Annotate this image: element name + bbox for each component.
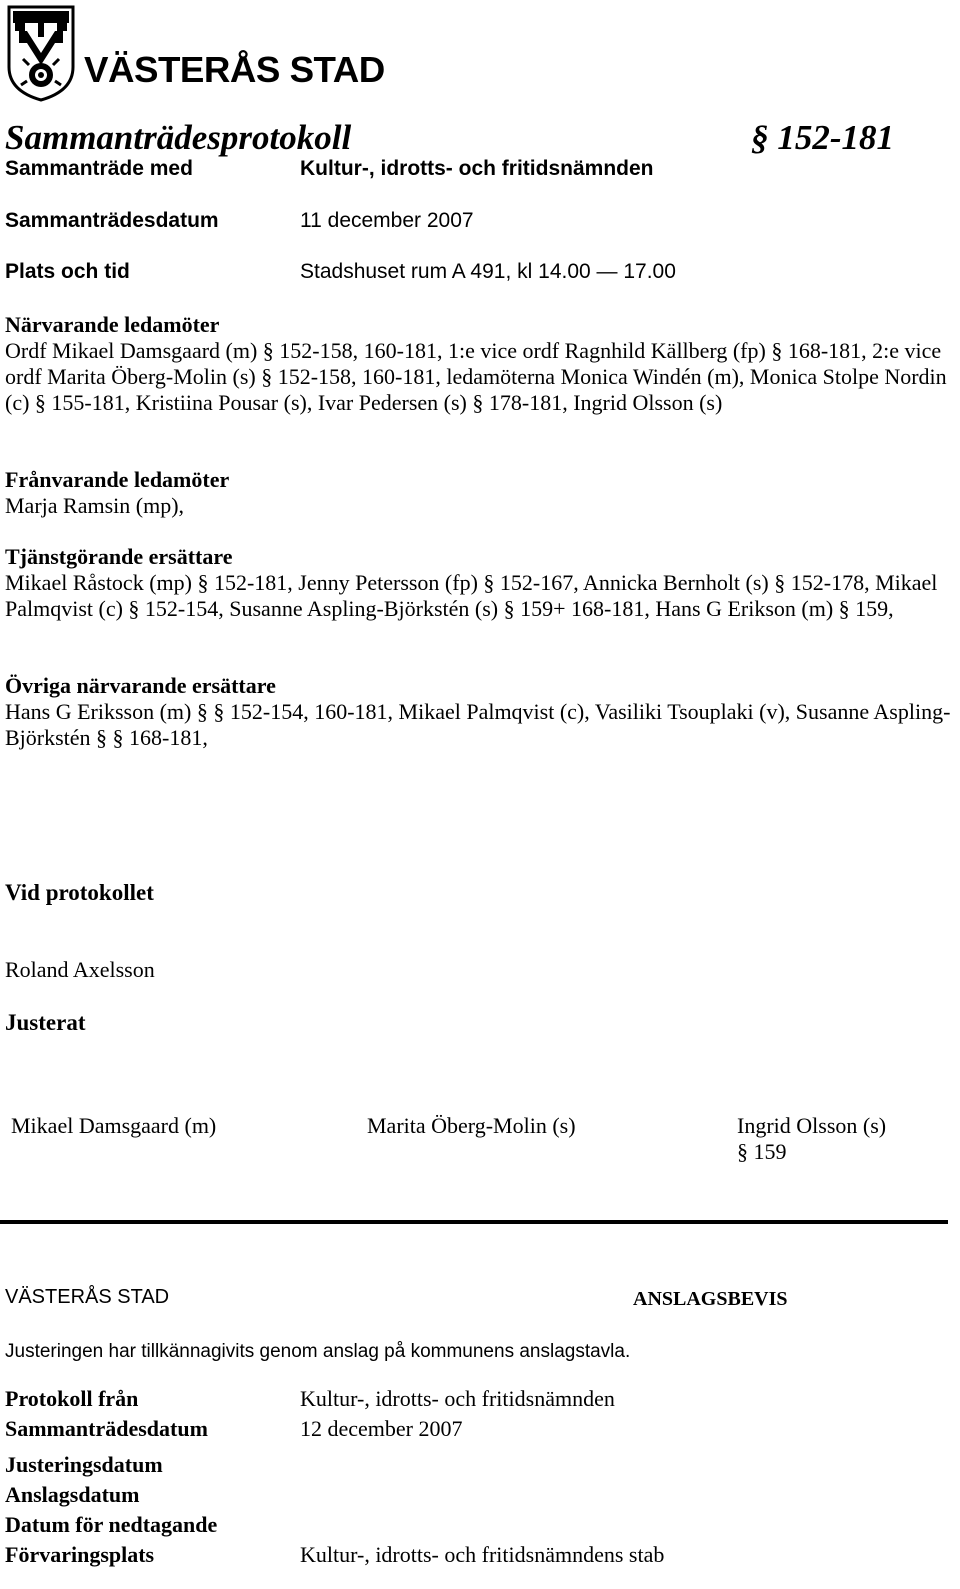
signer-name: Mikael Damsgaard (m): [11, 1113, 217, 1138]
secretary-name: Roland Axelsson: [5, 957, 155, 982]
section-present-members: [5, 312, 955, 416]
notice-label: Sammanträdesdatum: [5, 1416, 208, 1441]
paragraph-range: § 152-181: [751, 118, 894, 157]
meta-label: Plats och tid: [5, 260, 130, 283]
divider: [0, 1220, 948, 1224]
section-text: Marja Ramsin (mp),: [5, 493, 185, 518]
signer-name: Ingrid Olsson (s): [737, 1113, 887, 1138]
section-other-substitutes: [5, 673, 955, 751]
notice-label: Datum för nedtagande: [5, 1512, 218, 1537]
meta-value: Kultur-, idrotts- och fritidsnämnden: [300, 157, 654, 180]
page-title: Sammanträdesprotokoll: [5, 118, 352, 157]
section-text: Ordf Mikael Damsgaard (m) § 152-158, 160-181, 1:e vice ordf Ragnhild Källberg (fp) § 168-181, 2:e vice ordf Marita Öberg-Molin (s) § 152-158, 160-181, ledamöterna Monica Windén (m), Monica Stolpe Nordin (c) § 155-181, Kristiina Pousar (s), Ivar Pedersen (s) § 178-181, Ingrid Olsson (s): [5, 338, 947, 415]
notice-label: Förvaringsplats: [5, 1542, 155, 1567]
section-heading: Frånvarande ledamöter: [5, 467, 230, 492]
section-text: Hans G Eriksson (m) § § 152-154, 160-181, Mikael Palmqvist (c), Vasiliki Tsouplaki (v), Susanne Aspling-Björkstén § § 168-181,: [5, 699, 951, 750]
notice-value: Kultur-, idrotts- och fritidsnämnden: [300, 1386, 615, 1411]
section-heading: Närvarande ledamöter: [5, 312, 220, 337]
meta-value: Stadshuset rum A 491, kl 14.00 — 17.00: [300, 260, 676, 283]
notice-value: Kultur-, idrotts- och fritidsnämndens stab: [300, 1542, 665, 1567]
signer-name: Marita Öberg-Molin (s): [367, 1113, 576, 1138]
protocol-heading: Vid protokollet: [5, 880, 154, 905]
section-heading: Tjänstgörande ersättare: [5, 544, 233, 569]
meta-label: Sammanträde med: [5, 157, 193, 180]
notice-label: Anslagsdatum: [5, 1482, 140, 1507]
notice-statement: Justeringen har tillkännagivits genom anslag på kommunens anslagstavla.: [5, 1341, 631, 1362]
signer-note: § 159: [737, 1139, 787, 1164]
meta-label: Sammanträdesdatum: [5, 209, 219, 232]
notice-label: Justeringsdatum: [5, 1452, 163, 1477]
adjusted-heading: Justerat: [5, 1010, 86, 1035]
section-heading: Övriga närvarande ersättare: [5, 673, 276, 698]
notice-label: Protokoll från: [5, 1386, 139, 1411]
logo-wordmark: VÄSTERÅS STAD: [84, 49, 385, 90]
coat-of-arms-icon: [5, 3, 77, 103]
notice-value: 12 december 2007: [300, 1416, 463, 1441]
meta-value: 11 december 2007: [300, 209, 474, 232]
notice-title: ANSLAGSBEVIS: [633, 1288, 788, 1310]
section-serving-substitutes: [5, 544, 955, 622]
section-absent-members: [5, 467, 955, 519]
section-text: Mikael Råstock (mp) § 152-181, Jenny Petersson (fp) § 152-167, Annicka Bernholt (s) § 152-178, Mikael Palmqvist (c) § 152-154, Susanne Aspling-Björkstén (s) § 159+ 168-181, Hans G Erikson (m) § 159,: [5, 570, 938, 621]
notice-org: VÄSTERÅS STAD: [5, 1286, 170, 1308]
